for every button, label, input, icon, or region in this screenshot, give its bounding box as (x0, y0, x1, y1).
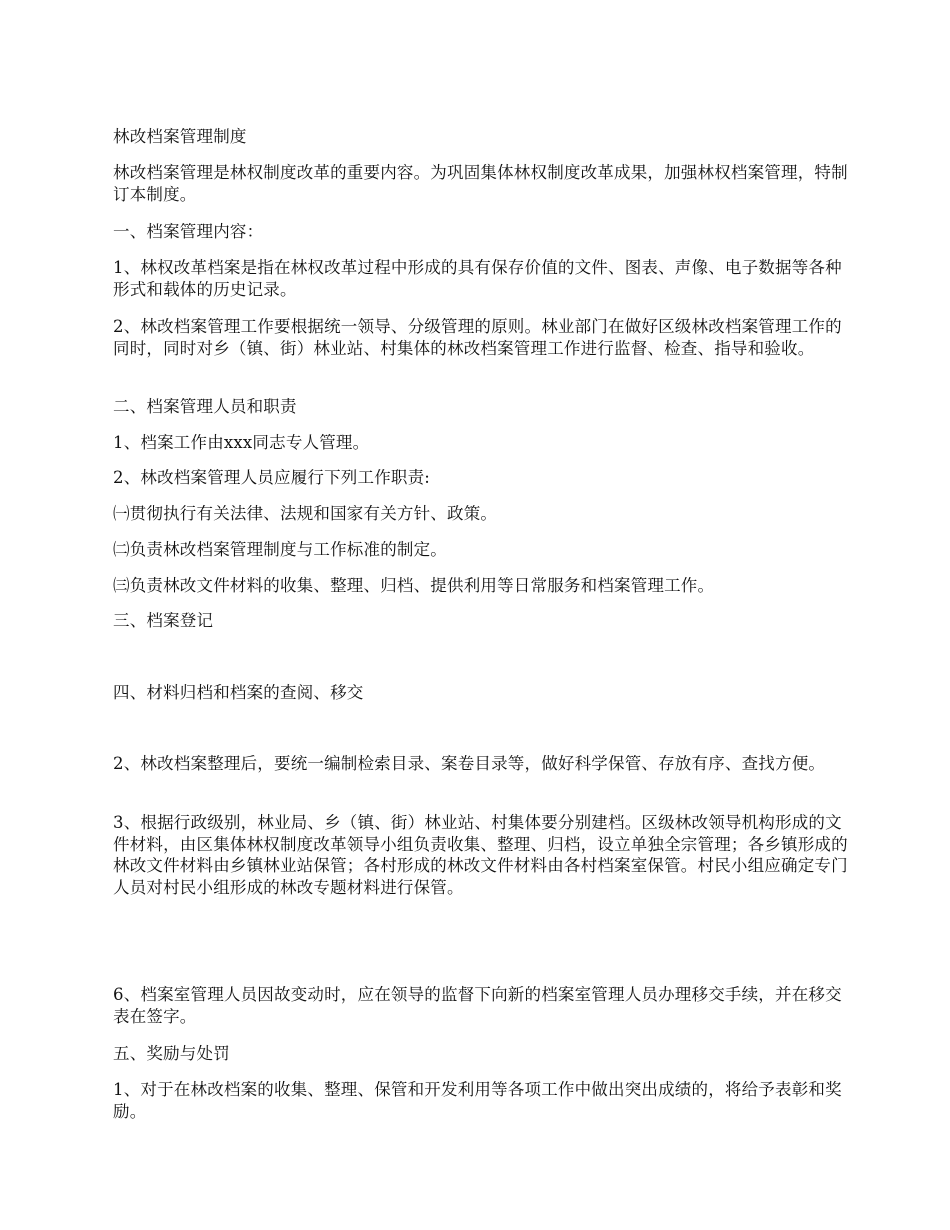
section-heading-5: 五、奖励与处罚 (113, 1044, 230, 1063)
paragraph-4-6: 6、档案室管理人员因故变动时，应在领导的监督下向新的档案室管理人员办理移交手续，并在移交表在签字。 (113, 985, 842, 1026)
duty-item-1: ㈠贯彻执行有关法律、法规和国家有关方针、政策。 (113, 504, 498, 523)
paragraph-intro: 林改档案管理是林权制度改革的重要内容。为巩固集体林权制度改革成果，加强林权档案管理，特制订本制度。 (113, 163, 848, 204)
section-heading-4: 四、材料归档和档案的查阅、移交 (113, 683, 364, 702)
duty-item-2: ㈡负责林改档案管理制度与工作标准的制定。 (113, 540, 447, 559)
section-heading-2: 二、档案管理人员和职责 (113, 397, 297, 416)
section-heading-3: 三、档案登记 (113, 611, 214, 630)
paragraph-4-2: 2、林改档案整理后，要统一编制检索目录、案卷目录等，做好科学保管、存放有序、查找方便。 (113, 754, 826, 773)
paragraph-4-3: 3、根据行政级别，林业局、乡（镇、街）林业站、村集体要分别建档。区级林改领导机构形成的文件材料，由区集体林权制度改革领导小组负责收集、整理、归档，设立单独全宗管理；各乡镇形成的林改文件材料由乡镇林业站保管；各村形成的林改文件材料由各村档案室保管。村民小组应确定专门人员对村民小组形成的林改专题材料进行保管。 (113, 813, 848, 897)
paragraph-2-1: 1、档案工作由xxx同志专人管理。 (113, 433, 370, 452)
document-title: 林改档案管理制度 (113, 127, 247, 146)
paragraph-2-2: 2、林改档案管理人员应履行下列工作职责: (113, 468, 431, 487)
paragraph-1-1: 1、林权改革档案是指在林权改革过程中形成的具有保存价值的文件、图表、声像、电子数据等各种形式和载体的历史记录。 (113, 258, 842, 299)
paragraph-5-1: 1、对于在林改档案的收集、整理、保管和开发利用等各项工作中做出突出成绩的，将给予表彰和奖励。 (113, 1080, 842, 1121)
duty-item-3: ㈢负责林改文件材料的收集、整理、归档、提供利用等日常服务和档案管理工作。 (113, 576, 715, 595)
paragraph-1-2: 2、林改档案管理工作要根据统一领导、分级管理的原则。林业部门在做好区级林改档案管理工作的同时，同时对乡（镇、街）林业站、村集体的林改档案管理工作进行监督、检查、指导和验收。 (113, 317, 842, 358)
section-heading-1: 一、档案管理内容： (113, 222, 264, 241)
